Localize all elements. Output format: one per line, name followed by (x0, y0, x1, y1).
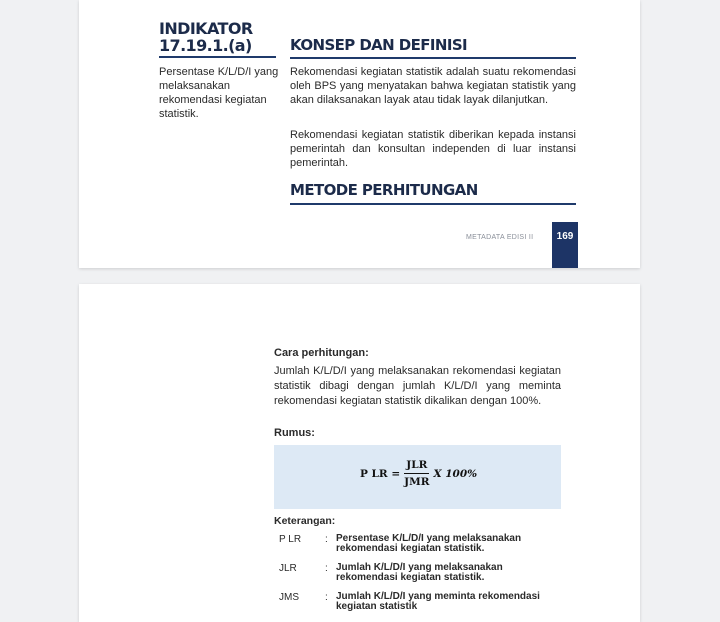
rumus-heading: Rumus: (274, 427, 315, 439)
keterangan-colon: : (325, 563, 328, 574)
konsep-heading: KONSEP DAN DEFINISI (290, 36, 468, 54)
cara-text: Jumlah K/L/D/I yang melaksanakan rekomendasi kegiatan statistik dibagi dengan jumlah K/L/D/I yang meminta rekomendasi kegiatan statistik dikalikan dengan 100%. (274, 365, 561, 407)
keterangan-abbr: P LR (279, 534, 302, 545)
keterangan-heading: Keterangan: (274, 515, 336, 527)
formula-lhs: P LR = (360, 467, 401, 480)
keterangan-colon: : (325, 592, 328, 603)
formula-rhs: X 100% (433, 467, 478, 480)
indicator-rule (159, 56, 276, 58)
keterangan-desc: Jumlah K/L/D/I yang melaksanakan rekomendasi kegiatan statistik. (336, 562, 503, 583)
keterangan-abbr: JMS (279, 592, 299, 603)
formula-denominator: JMR (404, 476, 430, 488)
keterangan-colon: : (325, 534, 328, 545)
document-page-169 (79, 0, 640, 268)
document-page-170 (79, 284, 640, 622)
cara-heading: Cara perhitungan: (274, 347, 369, 359)
konsep-paragraph-1: Rekomendasi kegiatan statistik adalah suatu rekomendasi oleh BPS yang menyatakan bahwa kegiatan statistik yang akan dilaksanakan layak atau tidak layak dilanjutkan. (290, 66, 576, 106)
keterangan-desc: Jumlah K/L/D/I yang meminta rekomendasi kegiatan statistik (336, 591, 540, 612)
konsep-rule (290, 57, 576, 59)
formula-fraction (404, 459, 429, 488)
formula-box (274, 445, 561, 509)
page-number-tab (552, 222, 578, 268)
indicator-title: INDIKATOR 17.19.1.(a) (159, 19, 253, 55)
formula-numerator: JLR (404, 459, 429, 474)
metode-rule (290, 203, 576, 205)
page-number: 169 (556, 231, 574, 242)
konsep-paragraph-2: Rekomendasi kegiatan statistik diberikan kepada instansi pemerintah dan konsultan independen di luar instansi pemerintah. (290, 129, 576, 169)
keterangan-desc: Persentase K/L/D/I yang melaksanakan rekomendasi kegiatan statistik. (336, 533, 522, 554)
metode-heading: METODE PERHITUNGAN (290, 181, 478, 199)
formula (360, 459, 477, 488)
indicator-description: Persentase K/L/D/I yang melaksanakan rekomendasi kegiatan statistik. (159, 66, 279, 120)
keterangan-abbr: JLR (279, 563, 297, 574)
footer-label: METADATA EDISI II (466, 234, 534, 241)
